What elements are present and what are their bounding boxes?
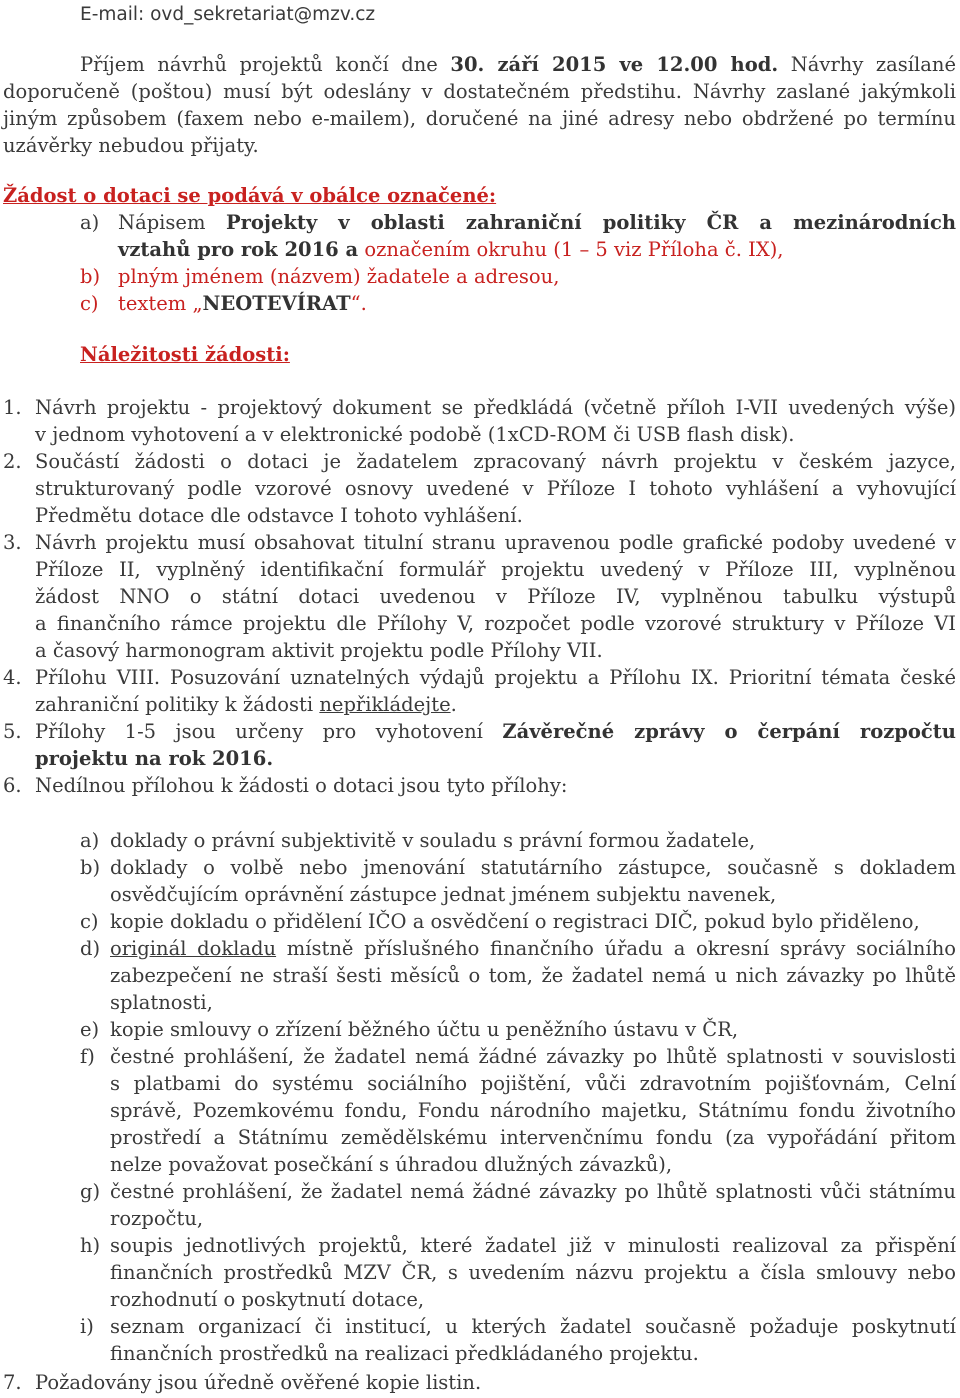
item-3-line-3: žádost NNO o státní dotaci uvedenou v Příloze IV, vyplněnou tabulku výstupů	[35, 585, 956, 608]
envelope-project-title: Projekty v oblasti zahraniční politiky ČR a mezinárodních	[225, 211, 956, 234]
list-marker: b)	[80, 265, 101, 288]
item-1-line-2: v jednom vyhotovení a v elektronické podobě (1xCD-ROM či USB flash disk).	[35, 423, 795, 446]
attachment-i-line-2: finančních prostředků na realizaci předkládaného projektu.	[110, 1342, 699, 1365]
item-number: 6.	[3, 774, 22, 797]
item-3-line-4: a finančního rámce projektu dle Přílohy V, rozpočet podle vzorové struktury v Příloze VI	[35, 612, 956, 635]
deadline-date: 30. září 2015 ve 12.00 hod.	[450, 53, 779, 76]
item-3-line-1: Návrh projektu musí obsahovat titulní stranu upravenou podle grafické podoby uvedené v	[35, 531, 956, 554]
item-number: 3.	[3, 531, 22, 554]
attachment-e: kopie smlouvy o zřízení běžného účtu u peněžního ústavu v ČR,	[110, 1018, 739, 1041]
envelope-item-a-cont	[118, 237, 784, 263]
attachment-h-line-3: rozhodnutí o poskytnutí dotace,	[110, 1288, 425, 1311]
intro-text: Příjem návrhů projektů končí dne	[80, 53, 451, 76]
item-5-line-1	[35, 719, 956, 745]
intro-text: Návrhy zasílané	[778, 53, 957, 76]
attachment-d-line-2: zabezpečení ne straší šesti měsíců o tom, že žadatel nemá u nich závazky po lhůtě	[110, 964, 956, 987]
attachment-f-line-1: čestné prohlášení, že žadatel nemá žádné závazky po lhůtě splatnosti v souvislosti	[110, 1045, 956, 1068]
envelope-project-title: vztahů pro rok 2016 a	[118, 238, 359, 261]
item-3-line-2: Příloze II, vyplněný identifikační formulář projektu uvedený v Příloze III, vyplněnou	[35, 558, 956, 581]
envelope-item-a	[118, 210, 956, 236]
item-2-line-3: Předmětu dotace dle odstavce I tohoto vyhlášení.	[35, 504, 523, 527]
attachment-f-line-2: s platbami do systému sociálního pojištění, vůči zdravotním pojišťovnám, Celní	[110, 1072, 956, 1095]
item-4-line-1: Přílohu VIII. Posuzování uznatelných výdajů projektu a Přílohu IX. Prioritní témata české	[35, 666, 956, 689]
list-marker: f)	[80, 1045, 95, 1068]
attachment-a: doklady o právní subjektivitě v souladu s právní formou žadatele,	[110, 829, 756, 852]
item-5-bold: Závěrečné zprávy o čerpání rozpočtu	[502, 720, 956, 743]
attachment-g-line-2: rozpočtu,	[110, 1207, 204, 1230]
item-5-text: Přílohy 1-5 jsou určeny pro vyhotovení	[35, 720, 503, 743]
list-marker: d)	[80, 937, 101, 960]
intro-line-2: doporučeně (poštou) musí být odeslány v dostatečném předstihu. Návrhy zaslané jakýmkoli	[3, 80, 956, 103]
attachment-f-line-4: prostředí a Státnímu zemědělskému intervenčnímu fondu (za vypořádání přitom	[110, 1126, 956, 1149]
envelope-keyword: NEOTEVÍRAT	[202, 292, 351, 315]
attachment-f-line-5: nelze považovat posečkání s úhradou dlužných závazků),	[110, 1153, 673, 1176]
attachment-g-line-1: čestné prohlášení, že žadatel nemá žádné závazky po lhůtě splatnosti vůči státnímu	[110, 1180, 956, 1203]
intro-line-4: uzávěrky nebudou přijaty.	[3, 134, 259, 157]
attachment-d-emphasis: originál dokladu	[110, 937, 277, 960]
item-4-text: zahraniční politiky k žádosti	[35, 693, 320, 716]
attachment-c: kopie dokladu o přidělení IČO a osvědčení o registraci DIČ, pokud bylo přiděleno,	[110, 910, 920, 933]
item-2-line-2: strukturovaný podle vzorové osnovy uvedené v Příloze I tohoto vyhlášení a vyhovující	[35, 477, 956, 500]
envelope-text: “.	[350, 292, 367, 315]
item-6-line-1: Nedílnou přílohou k žádosti o dotaci jsou tyto přílohy:	[35, 774, 568, 797]
item-number: 1.	[3, 396, 22, 419]
list-marker: g)	[80, 1180, 101, 1203]
envelope-text: textem „	[118, 292, 203, 315]
intro-line-3: jiným způsobem (faxem nebo e-mailem), doručené na jiné adresy nebo obdržené po termínu	[3, 107, 956, 130]
attachment-d-text: místně příslušného finančního úřadu a okresní správy sociálního	[276, 937, 956, 960]
attachment-b-line-2: osvědčujícím oprávnění zástupce jednat jménem subjektu navenek,	[110, 883, 777, 906]
item-7-line-1: Požadovány jsou úředně ověřené kopie listin.	[35, 1371, 482, 1394]
attachment-i-line-1: seznam organizací či institucí, u kterých žadatel současně požaduje poskytnutí	[110, 1315, 956, 1338]
item-number: 7.	[3, 1371, 22, 1394]
list-marker: a)	[80, 829, 100, 852]
intro-line-1	[80, 52, 956, 78]
list-marker: c)	[80, 910, 99, 933]
item-1-line-1: Návrh projektu - projektový dokument se předkládá (včetně příloh I-VII uvedených výše)	[35, 396, 956, 419]
envelope-item-c	[118, 291, 367, 317]
attachment-d-line-1	[110, 936, 956, 962]
envelope-text: označením okruhu (1 – 5 viz Příloha č. IX),	[358, 238, 784, 261]
item-4-text: .	[450, 693, 457, 716]
attachment-d-line-3: splatnosti,	[110, 991, 213, 1014]
item-3-line-5: a časový harmonogram aktivit projektu podle Přílohy VII.	[35, 639, 603, 662]
envelope-text: Nápisem	[118, 211, 226, 234]
list-marker: b)	[80, 856, 101, 879]
item-2-line-1: Součástí žádosti o dotaci je žadatelem zpracovaný návrh projektu v českém jazyce,	[35, 450, 956, 473]
item-number: 4.	[3, 666, 22, 689]
list-marker: c)	[80, 292, 99, 315]
list-marker: h)	[80, 1234, 101, 1257]
list-marker: e)	[80, 1018, 100, 1041]
list-marker: a)	[80, 211, 100, 234]
item-5-line-2: projektu na rok 2016.	[35, 747, 274, 770]
attachment-h-line-2: finančních prostředků MZV ČR, s uvedením názvu projektu a čísla smlouvy nebo	[110, 1261, 956, 1284]
list-marker: i)	[80, 1315, 94, 1338]
item-4-line-2	[35, 692, 457, 718]
attachment-h-line-1: soupis jednotlivých projektů, které žadatel již v minulosti realizoval za přispění	[110, 1234, 956, 1257]
item-4-emphasis: nepřikládejte	[319, 693, 451, 716]
attachment-b-line-1: doklady o volbě nebo jmenování statutárního zástupce, současně s dokladem	[110, 856, 956, 879]
envelope-heading: Žádost o dotaci se podává v obálce označené:	[3, 184, 497, 207]
item-number: 2.	[3, 450, 22, 473]
attachment-f-line-3: správě, Pozemkovému fondu, Fondu národního majetku, Státnímu fondu životního	[110, 1099, 956, 1122]
envelope-item-b: plným jménem (názvem) žadatele a adresou,	[118, 265, 560, 288]
requirements-heading: Náležitosti žádosti:	[80, 343, 290, 366]
item-number: 5.	[3, 720, 22, 743]
email-line: E-mail: ovd_sekretariat@mzv.cz	[80, 4, 376, 25]
